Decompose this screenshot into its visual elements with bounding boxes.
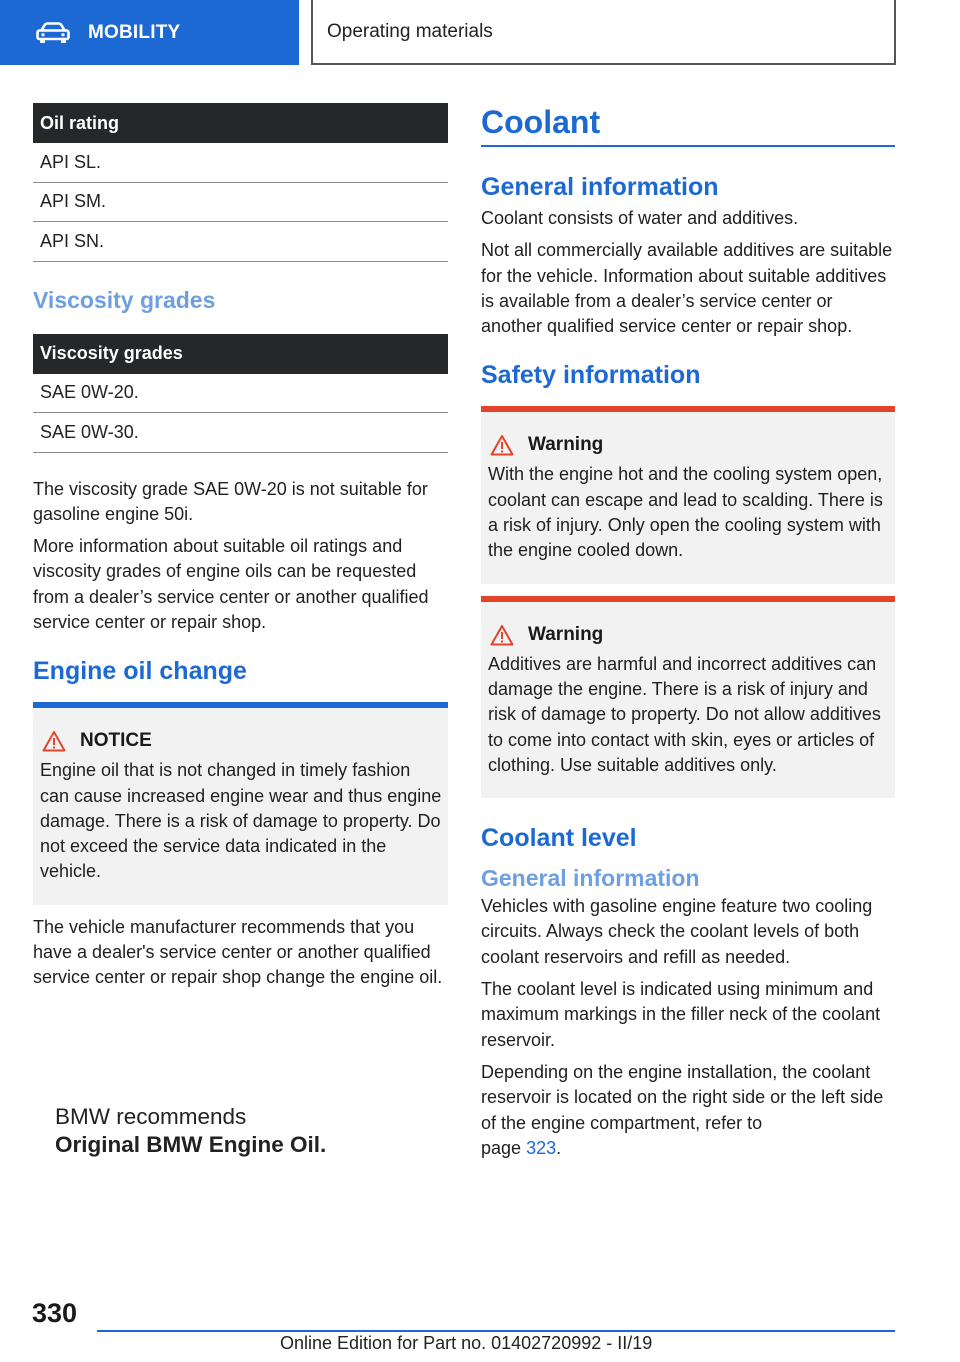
coolant-level-general-heading: General information — [481, 865, 700, 892]
coolant-paragraph: Not all commercially available additives are suitable for the vehicle. Information about suitable additives is available from a dealer’s service center or another qualified service center or repair shop. — [481, 240, 893, 337]
section-tab-label: MOBILITY — [88, 21, 181, 43]
bmw-recommends-line: BMW recommends — [55, 1104, 247, 1129]
warning-title: Warning — [528, 434, 604, 456]
page-reference-link[interactable]: 323 — [526, 1137, 557, 1158]
car-icon — [36, 22, 70, 44]
warning-title-row — [488, 624, 889, 646]
warning-text: Additives are harmful and incorrect additives can damage the engine. There is a risk of injury and risk of damage to property. Do not allow additives to come into contact with skin, eyes or articles of clothing. Use suitable additives only. — [488, 653, 881, 775]
safety-information-heading: Safety information — [481, 361, 701, 390]
viscosity-paragraph: More information about suitable oil ratings and viscosity grades of engine oils can be requested from a dealer’s service center or another qualified service center or repair shop. — [33, 536, 429, 632]
warning-box — [481, 596, 895, 798]
viscosity-paragraph: The viscosity grade SAE 0W-20 is not suitable for gasoline engine 50i. — [33, 478, 428, 524]
table-row: API SN. — [33, 222, 448, 262]
table-row: API SL. — [33, 143, 448, 183]
sentence-end: . — [556, 1137, 562, 1158]
table-header: Oil rating — [33, 103, 448, 143]
coolant-level-paragraph: The coolant level is indicated using minimum and maximum markings in the filler neck of the coolant reservoir. — [481, 979, 881, 1050]
page-number: 330 — [32, 1298, 78, 1328]
oil-rating-table — [33, 103, 448, 262]
page-word: page — [481, 1137, 522, 1158]
warning-triangle-icon — [42, 730, 66, 752]
engine-oil-change-paragraph: The vehicle manufacturer recommends that you have a dealer's service center or another qualified service center or repair shop change the engine oil. — [33, 916, 443, 988]
coolant-level-paragraph — [481, 1060, 895, 1161]
edition-text: Online Edition for Part no. 01402720992 - II/19 — [280, 1333, 653, 1353]
notice-text: Engine oil that is not changed in timely fashion can cause increased engine wear and thus engine damage. There is a risk of damage to property. Do not exceed the service data indicated in the vehicle. — [40, 760, 442, 882]
coolant-level-paragraph: Vehicles with gasoline engine feature two cooling circuits. Always check the coolant levels of both coolant reservoirs and refill as needed. — [481, 896, 873, 967]
coolant-level-text: Depending on the engine installation, the coolant reservoir is located on the right side or the left side of the engine compartment, refer to — [481, 1061, 884, 1133]
coolant-title: Coolant — [481, 103, 895, 147]
coolant-paragraph: Coolant consists of water and additives. — [481, 208, 799, 228]
viscosity-heading: Viscosity grades — [33, 286, 216, 313]
notice-box — [33, 702, 448, 904]
bmw-recommends-line-bold: Original BMW Engine Oil. — [55, 1132, 327, 1157]
chapter-title: Operating materials — [327, 20, 493, 42]
footer-divider — [97, 1330, 895, 1332]
bmw-recommends-banner — [55, 1103, 326, 1159]
coolant-level-heading: Coolant level — [481, 824, 637, 853]
warning-title-row — [488, 434, 889, 456]
warning-triangle-icon — [490, 624, 514, 646]
table-row: SAE 0W-30. — [33, 413, 448, 453]
notice-title: NOTICE — [80, 730, 152, 752]
notice-title-row — [40, 730, 442, 752]
section-tab-mobility[interactable] — [0, 0, 299, 65]
general-information-heading: General information — [481, 173, 719, 201]
warning-title: Warning — [528, 623, 604, 645]
warning-box — [481, 406, 895, 583]
viscosity-table — [33, 334, 448, 453]
warning-text: With the engine hot and the cooling system open, coolant can escape and lead to scalding. There is a risk of injury. Only open the cooling system with the engine cooled down. — [488, 464, 883, 561]
table-row: SAE 0W-20. — [33, 374, 448, 414]
chapter-header — [311, 0, 896, 65]
left-column — [33, 103, 448, 991]
right-column — [481, 103, 895, 1161]
warning-triangle-icon — [490, 434, 514, 456]
table-row: API SM. — [33, 183, 448, 223]
engine-oil-change-heading: Engine oil change — [33, 657, 247, 686]
table-header: Viscosity grades — [33, 334, 448, 374]
